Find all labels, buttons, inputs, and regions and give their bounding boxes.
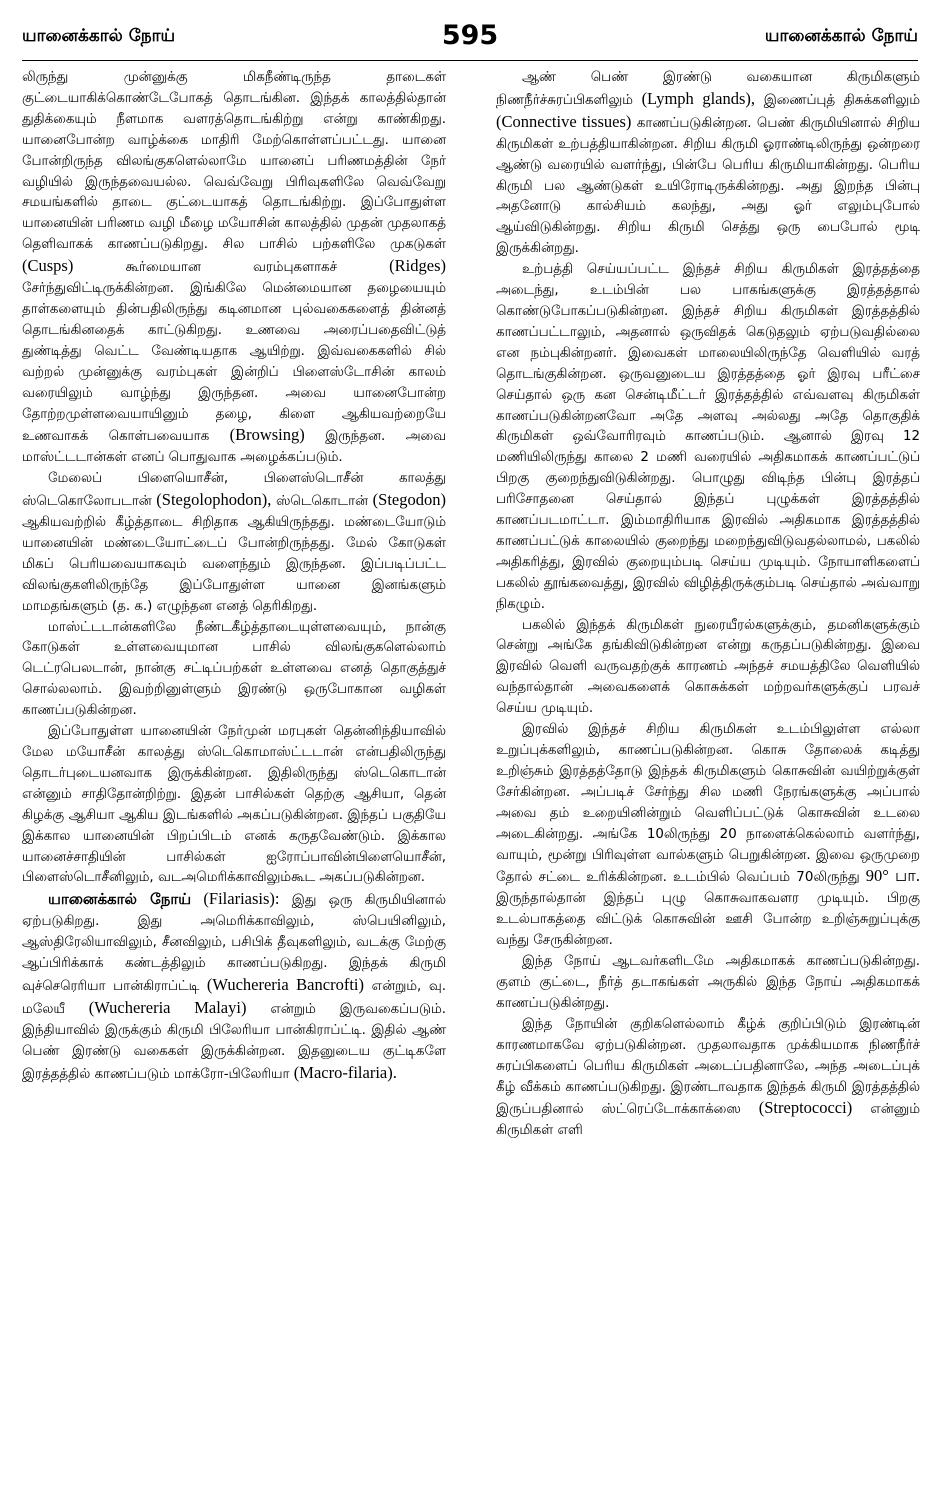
latin-term: (Browsing) bbox=[229, 425, 305, 445]
left-column bbox=[22, 68, 446, 1086]
latin-term: (Filariasis): bbox=[203, 889, 280, 909]
paragraph: இந்த நோயின் குறிகளெல்லாம் கீழ்க் குறிப்பிடும் இரண்டின் காரணமாகவே ஏற்படுகின்றன. முதலாவதாக முக்கியமாக நிணநீர்ச் சுரப்பிகளைப் பெரிய கிருமிகள் அடைப்பதினாலே, அந்த அடைப்புக் கீழ் வீக்கம் காணப்படுகிறது. இரண்டாவதாக இந்தக் கிருமி இரத்தத்தில் இருப்பதினால் ஸ்ட்ரெப்டோக்காக்ஸை (Streptococci) என்னும் கிருமிகள் எளி bbox=[496, 1016, 920, 1139]
paragraph: மாஸ்ட்டடான்களிலே நீண்டகீழ்த்தாடையுள்ளவையும், நான்கு கோடுகள் உள்ளவையுமான பாசில் விலங்குகளெல்லாம் டெட்ரபெலடான், நான்கு சட்டிப்பற்கள் உள்ளவை எனத் தொகுத்துச் சொல்லலாம். இவற்றினுள்ளும் இரண்டு ஒருபோகான வழிகள் காணப்படுகின்றன. bbox=[22, 619, 446, 719]
latin-term: (Cusps) bbox=[22, 256, 74, 276]
latin-term: (Wuchereria Bancrofti) bbox=[206, 974, 364, 994]
temperature-value: 90° பா. bbox=[865, 866, 920, 886]
latin-term: (Streptococci) bbox=[758, 1098, 853, 1118]
latin-term: (Stegodon) bbox=[372, 490, 446, 510]
running-head-left: யானைக்கால் நோய் bbox=[22, 26, 176, 46]
paragraph: ஆண் பெண் இரண்டு வகையான கிருமிகளும் நிணநீர்ச்சுரப்பிகளிலும் (Lymph glands), இணைப்புத் திசுக்களிலும் (Connective tissues) காணப்படுகின்றன. பெண் கிருமியினால் சிறிய கிருமிகள் உற்பத்தியாகின்றன. சிறிய கிருமி ஓராண்டிலிருந்து ஒன்றரை ஆண்டு வரையில் வளர்ந்து, பின்பே பெரிய கிருமியாகின்றது. பெரிய கிருமி பல ஆண்டுகள் உயிரோடிருக்கின்றது. அது இறந்த பின்பு அதனோடு கால்சியம் கலந்து, அது ஓர் எலும்புபோல் ஆய்விடுகின்றது. சிறிய கிருமி செத்து ஒரு பைபோல் மூடி இருக்கின்றது. bbox=[496, 70, 921, 257]
paragraph: லிருந்து முன்னுக்கு மிகநீண்டிருந்த தாடைகள் குட்டையாகிக்கொண்டேபோகத் தொடங்கின. இந்தக் காலத்தில்தான் துதிக்கையும் நீளமாக வளரத்தொடங்கிற்று என்று காண்கிறது. யானைபோன்ற வாழ்க்கை மாதிரி மேற்கொள்ளப்பட்டது. யானை போன்றிருந்த விலங்குகளெல்லாமே யானைப் பரிணமத்தின் நேர் வழியில் இருந்தவையல்ல. வெவ்வேறு பிரிவுகளிலே வெவ்வேறு சமயங்களில் தாடை குட்டையாகத் தொடங்கிற்று. இப்போதுள்ள யானையின் பரிணம வழி மீழை மயோசின் காலத்தில் முதன் முதலாகத் தெளிவாகக் காணப்படுகிறது. சில பாசில் பற்களிலே முகடுகள் (Cusps) கூர்மையான வரம்புகளாகச் (Ridges) சேர்ந்துவிட்டிருக்கின்றன. இங்கிலே மென்மையான தழையையும் தாள்களையும் தின்பதிலிருந்து கடினமான புல்வகைகளைத் தின்னத் தொடங்கினதைக் காட்டுகிறது. உணவை அரைப்பதைவிட்டுத் துண்டித்து வெட்ட வேண்டியதாக ஆயிற்று. இவ்வகைகளில் சில் வற்றல் முன்னுக்கு வரம்புகள் இன்றிப் பிளைஸ்டோசின் காலம் வரையிலும் வாழ்ந்து இருந்தன. அவை யானைபோன்ற தோற்றமுள்ளவையாயினும் தழை, கிளை ஆகியவற்றையே உணவாகக் கொள்பவையாக (Browsing) இருந்தன. அவை மாஸ்ட்டடான்கள் எனப் பொதுவாக அழைக்கப்படும். bbox=[22, 70, 447, 466]
paragraph: பகலில் இந்தக் கிருமிகள் நுரையீரல்களுக்கும், தமனிகளுக்கும் சென்று அங்கே தங்கிவிடுகின்றன என்று கருதப்படுகின்றது. இவை இரவில் வெளி வருவதற்குக் காரணம் அந்தச் சமயத்திலே வெளியில் வந்தால்தான் அவைகளைக் கொசுக்கள் மற்றவர்களுக்குப் பரவச் செய்ய முடியும். bbox=[496, 617, 920, 717]
right-column bbox=[496, 68, 920, 1142]
paragraph: இரவில் இந்தச் சிறிய கிருமிகள் உடம்பிலுள்ள எல்லா உறுப்புக்களிலும், காணப்படுகின்றன. கொசு தோலைக் கடித்து உறிஞ்சும் இரத்தத்தோடு இந்தக் கிருமிகளும் கொசுவின் வயிற்றுக்குள் சேர்கின்றன. அப்படிச் சேர்ந்து சில மணி நேரங்களுக்கு அப்பால் அவை தம் உறையினின்றும் வெளிப்பட்டுக் கொசுவின் உடலை அடைகின்றது. அங்கே 10லிருந்து 20 நாளைக்கெல்லாம் வளர்ந்து, வாயும், மூன்று பிரிவுள்ள வால்களும் பெறுகின்றன. இவை ஒருமுறை தோல் சட்டை உரிக்கின்றன. உடம்பில் வெப்பம் 70லிருந்து 90° பா. இருந்தால்தான் இந்தப் புழு கொசுவாகவளர முடியும். பிறகு உடல்பாகத்தை விட்டுக் கொசுவின் ஊசி போன்ற உறிஞ்சுறுப்புக்கு வந்து சேருகின்றன. bbox=[496, 722, 920, 949]
paragraph: இப்போதுள்ள யானையின் நேர்முன் மரபுகள் தென்னிந்தியாவில் மேல மயோசீன் காலத்து ஸ்டெகொமாஸ்ட்டடான் என்பதிலிருந்து தொடர்புடையனவாக இருக்கின்றன. இதிலிருந்து ஸ்டெகொடான் என்னும் சாதிதோன்றிற்று. இதன் பாசில்கள் தெற்கு ஆசியா, தென் கிழக்கு ஆசியா ஆகிய இடங்களில் அகப்படுகின்றன. இந்தப் பகுதியே இக்கால யானையின் பிறப்பிடம் எனக் கருதவேண்டும். இக்கால யானைச்சாதியின் பாசில்கள் ஐரோப்பாவின்பிளையொசீன், பிளைஸ்டொசீனிலும், வடஅமெரிக்காவிலும்கூட அகப்படுகின்றன. bbox=[22, 724, 446, 886]
latin-term: (Connective tissues) bbox=[496, 111, 632, 131]
latin-term: (Wuchereria Malayi) bbox=[88, 997, 247, 1017]
paragraph: மேலைப் பிளையொசீன், பிளைஸ்டொசீன் காலத்து ஸ்டெகொலோபடான் (Stegolophodon), ஸ்டெகொடான் (Stegodon) ஆகியவற்றில் கீழ்த்தாடை சிறிதாக ஆகியிருந்தது. மண்டையோடும் யானையின் மண்டையோட்டைப் போன்றிருந்தது. மேல் கோடுகள் மிகப் பெரியவையாகவும் வளைந்தும் இருந்தன. இப்படிப்பட்ட விலங்குகளிலிருந்தே இப்போதுள்ள யானை இனங்களும் மாமதங்களும் (த. க.) எழுந்தன எனத் தெரிகிறது. bbox=[22, 471, 446, 614]
page-number: 595 bbox=[441, 20, 499, 51]
latin-term: (Lymph glands), bbox=[641, 88, 756, 108]
latin-term: (Stegolophodon), bbox=[156, 490, 272, 510]
latin-term: (Ridges) bbox=[389, 256, 446, 276]
header-rule bbox=[22, 60, 918, 61]
running-head-right: யானைக்கால் நோய் bbox=[764, 26, 918, 46]
paragraph: உற்பத்தி செய்யப்பட்ட இந்தச் சிறிய கிருமிகள் இரத்தத்தை அடைந்து, உடம்பின் பல பாகங்களுக்கு இரத்தத்தால் கொண்டுபோகப்படுகின்றன. இந்தச் சிறிய கிருமிகள் இரத்தத்தில் காணப்பட்டாலும், அதனால் ஒருவிதக் கெடுதலும் ஏற்படுவதில்லை என நம்புகின்றனர். இவைகள் மாலையிலிருந்தே வெளியில் வரத் தொடங்குகின்றன. ஒருவனுடைய இரத்தத்தை ஓர் இரவு பரீட்சை செய்தால் ஒரு கன சென்டிமீட்டர் இரத்தத்தில் எவ்வளவு கிருமிகள் காணப்படுகின்றனவோ அதே அளவு அல்லது அதே தொகுதிக் கிருமிகள் ஒவ்வோரிரவும் காணப்படும். ஆனால் இரவு 12 மணியிலிருந்து காலை 2 மணி வரையில் அதிகமாகக் காணப்பட்டுப் பிறகு குறைந்துவிடுகின்றது. பொழுது விடிந்த பின்பு இரத்தப் பரிசோதனை செய்தால் இந்தப் புழுக்கள் இரத்தத்தில் காணப்படமாட்டா. இம்மாதிரியாக இரவில் அதிகமாக இரத்தத்தில் காணப்பட்டுக் காலையில் குறைந்து மறைந்துவிடுவதல்லாமல், பகலில் அதிகரித்து, இரவில் குறையும்படி செய்ய முடியும். நோயாளிகளைப் பகலில் தூங்கவைத்து, இரவில் விழித்திருக்கும்படி செய்தால் அவ்வாறு நிகழும். bbox=[496, 262, 920, 612]
entry-term: யானைக்கால் நோய் bbox=[48, 890, 192, 909]
paragraph: இந்த நோய் ஆடவர்களிடமே அதிகமாகக் காணப்படுகின்றது. குளம் குட்டை, நீர்த் தடாகங்கள் அருகில் இந்த நோய் அதிகமாகக் காணப்படுகின்றது. bbox=[496, 954, 920, 1011]
latin-term: (Macro-filaria). bbox=[293, 1062, 397, 1082]
entry-paragraph: யானைக்கால் நோய் (Filariasis): இது ஒரு கிருமியினால் ஏற்படுகிறது. இது அமெரிக்காவிலும், ஸ்பெயினிலும், ஆஸ்திரேலியாவிலும், சீனவிலும், பசிபிக் தீவுகளிலும், வடக்கு மேற்கு ஆப்பிரிக்காக் கண்டத்திலும் காணப்படுகிறது. இந்தக் கிருமி வுச்செரெரியா பான்கிராப்ட்டி (Wuchereria Bancrofti) என்றும், வு. மலேயீ (Wuchereria Malayi) என்றும் இருவகைப்படும். இந்தியாவில் இருக்கும் கிருமி பிலேரியா பான்கிராப்ட்டி. இதில் ஆண் பெண் இரண்டு வகைகள் இருக்கின்றன. இதனுடைய குட்டிகளே இரத்தத்தில் காணப்படும் மாக்ரோ-பிலேரியா (Macro-filaria). bbox=[22, 889, 446, 1082]
